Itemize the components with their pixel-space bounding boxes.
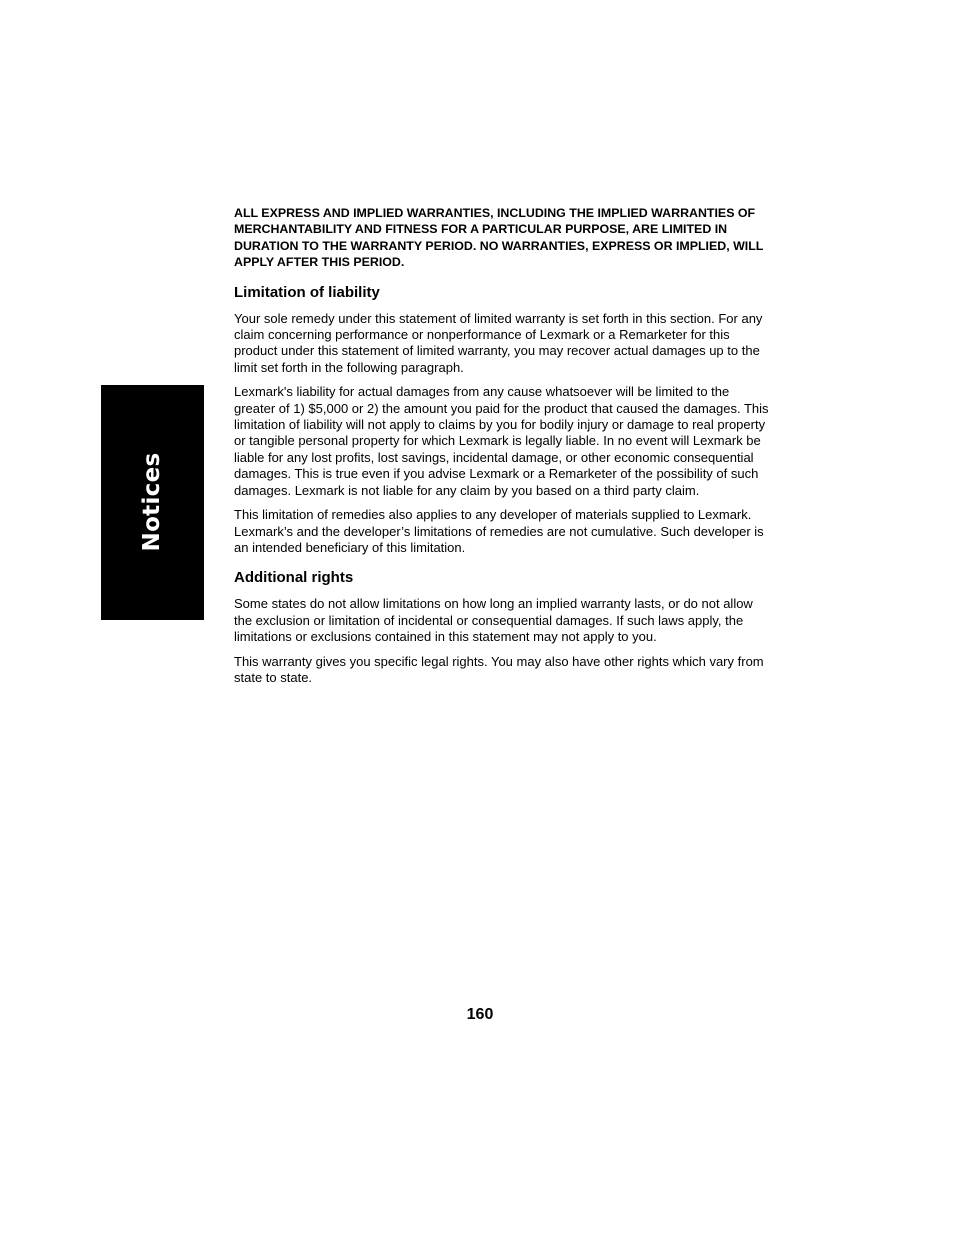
page-content (234, 205, 774, 694)
section-side-tab (101, 385, 204, 620)
paragraph: Some states do not allow limitations on how long an implied warranty lasts, or do not allow the exclusion or limitation of incidental or consequential damages. If such laws apply, the limitations or exclusions contained in this statement may not apply to you. (234, 596, 753, 645)
paragraph: This warranty gives you specific legal rights. You may also have other rights which vary from state to state. (234, 653, 764, 685)
paragraph: Your sole remedy under this statement of limited warranty is set forth in this section. For any claim concerning performance or nonperformance of Lexmark or a Remarketer for this product under this statement of limited warranty, you may recover actual damages up to the limit set forth in the following paragraph. (234, 310, 763, 375)
warranty-disclaimer: ALL EXPRESS AND IMPLIED WARRANTIES, INCLUDING THE IMPLIED WARRANTIES OF MERCHANTABILITY AND FITNESS FOR A PARTICULAR PURPOSE, ARE LIMITED IN DURATION TO THE WARRANTY PERIOD. NO WARRANTIES, EXPRESS OR IMPLIED, WILL APPLY AFTER THIS PERIOD. (234, 206, 764, 270)
paragraph: This limitation of remedies also applies to any developer of materials supplied to Lexmark. Lexmark’s and the developer’s limitations of remedies are not cumulative. Such developer is an intended beneficiary of this limitation. (234, 507, 764, 555)
paragraph: Lexmark's liability for actual damages from any cause whatsoever will be limited to the greater of 1) $5,000 or 2) the amount you paid for the product that caused the damages. This limitation of liability will not apply to claims by you for bodily injury or damage to real property or tangible personal property for which Lexmark is legally liable. In no event will Lexmark be liable for any lost profits, lost savings, incidental damage, or other economic consequential damages. This is true even if you advise Lexmark or a Remarketer of the possibility of such damages. Lexmark is not liable for any claim by you based on a third party claim. (234, 384, 769, 498)
section-tab-label: Notices (139, 452, 165, 552)
section-heading-limitation-of-liability: Limitation of liability (234, 283, 380, 301)
page-number: 160 (466, 1006, 494, 1023)
section-heading-additional-rights: Additional rights (234, 569, 354, 587)
